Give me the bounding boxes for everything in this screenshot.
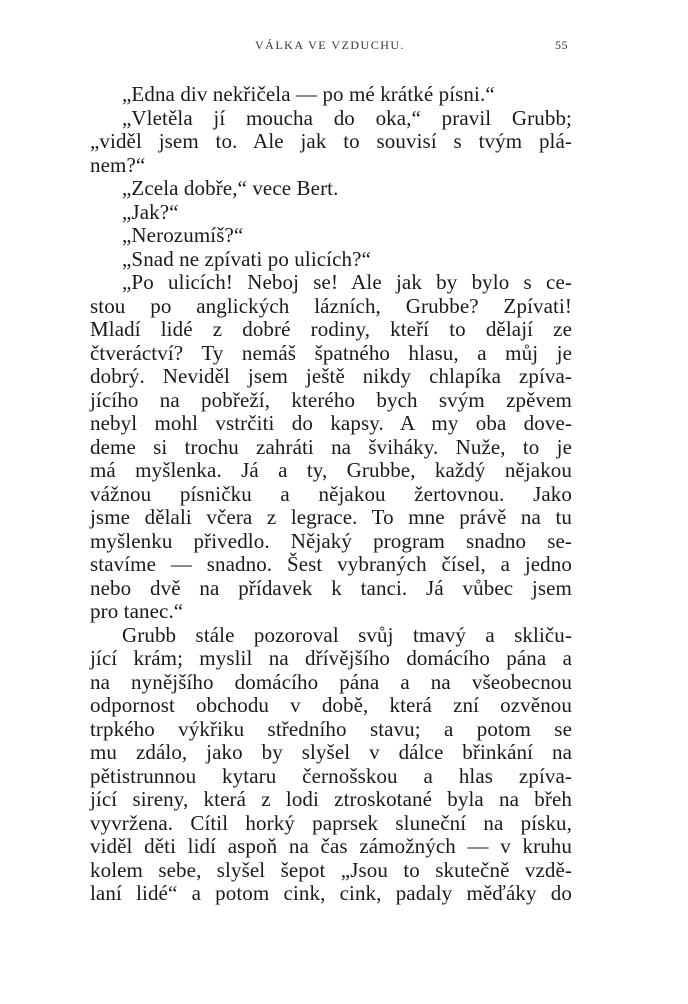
page-number: 55: [555, 38, 568, 52]
text-line: na nynějšího domácího pána a na všeobecnou: [90, 669, 572, 694]
text-line: nebyl mohl vstrčiti do kapsy. A my oba dove-: [90, 411, 572, 435]
text-line: má myšlenka. Já a ty, Grubbe, každý nějakou: [90, 458, 572, 482]
text-line: laní lidé“ a potom cink, cink, padaly měďáky do: [90, 881, 572, 905]
text-line: nebo dvě na přídavek k tanci. Já vůbec jsem: [90, 575, 572, 600]
text-line: myšlenku přivedlo. Nějaký program snadno se-: [90, 528, 572, 553]
text-line: „Jak?“: [122, 199, 179, 224]
text-line: jsme dělali včera z legrace. To mne právě na tu: [90, 505, 572, 529]
text-line: jící sireny, která z lodi ztroskotané byla na břeh: [90, 787, 572, 811]
text-line: jícího na pobřeží, kterého bych svým zpěvem: [90, 387, 572, 412]
text-line: deme si trochu zahráti na šviháky. Nuže, to je: [90, 434, 572, 459]
text-line: „Vletěla jí moucha do oka,“ pravil Grubb;: [122, 105, 572, 130]
running-title: VÁLKA VE VZDUCHU.: [255, 38, 406, 52]
text-line: vážnou písničku a nějakou žertovnou. Jako: [90, 481, 572, 506]
text-line: „Nerozumíš?“: [122, 223, 244, 247]
text-line: „Po ulicích! Neboj se! Ale jak by bylo s ce-: [122, 270, 572, 294]
text-line: pětistrunnou kytaru černošskou a hlas zpíva-: [90, 763, 572, 788]
text-line: mu zdálo, jako by slyšel v dálce břinkání na: [90, 740, 572, 764]
text-line: trpkého výkřiku středního stavu; a potom se: [90, 716, 572, 741]
text-line: „Zcela dobře,“ vece Bert.: [122, 176, 339, 200]
text-line: viděl děti lidí aspoň na čas zámožných — v kruhu: [90, 834, 572, 858]
running-header: [0, 38, 688, 58]
text-line: dobrý. Neviděl jsem ještě nikdy chlapíka zpíva-: [90, 364, 572, 388]
text-line: čtveráctví? Ty nemáš špatného hlasu, a můj je: [90, 340, 572, 365]
text-line: „Snad ne zpívati po ulicích?“: [122, 246, 371, 271]
text-line: jící krám; myslil na dřívějšího domácího pána a: [90, 646, 572, 670]
body-text: [90, 83, 572, 906]
text-line: „viděl jsem to. Ale jak to souvisí s tvým plá-: [90, 129, 572, 153]
text-line: stou po anglických lázních, Grubbe? Zpívati!: [90, 293, 572, 318]
text-line: stavíme — snadno. Šest vybraných čísel, a jedno: [90, 552, 572, 576]
text-line: kolem sebe, slyšel šepot „Jsou to skutečně vzdě-: [90, 857, 572, 882]
text-line: odpornost obchodu v době, která zní ozvěnou: [90, 693, 572, 717]
text-line: „Edna div nekřičela — po mé krátké písni.“: [122, 82, 495, 106]
text-line: nem?“: [90, 152, 146, 177]
text-line: pro tanec.“: [90, 599, 184, 623]
text-line: vyvržena. Cítil horký paprsek sluneční na písku,: [90, 810, 572, 835]
text-line: Grubb stále pozoroval svůj tmavý a skliču-: [122, 622, 572, 647]
text-line: Mladí lidé z dobré rodiny, kteří to dělají ze: [90, 317, 572, 341]
